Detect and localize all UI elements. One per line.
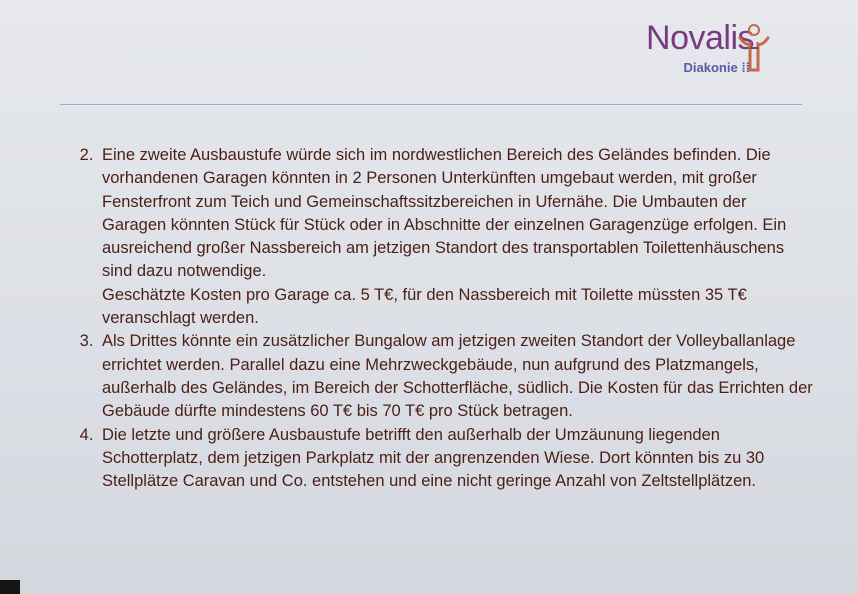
item-text: 2. Eine zweite Ausbaustufe würde sich im nordwestlichen Bereich des Geländes befinden. Die vorhandenen Garagen könnten in 2 Personen Unterkünften umgebaut werden, mit großer Fensterfront zum Teich und Gemeinschaftssitzbereichen in Ufernähe. Die Umbauten der Garagen könnten Stück für Stück oder in Abschnitte der einzelnen Garagenzüge erfolgen. Ein ausreichend großer Nassbereich am jetzigen Standort des transportablen Toilettenhäuschens sind dazu notwendige. [102,146,787,281]
item-text: Geschätzte Kosten pro Garage ca. 5 T€, für den Nassbereich mit Toilette müssten 35 T€ veranschlagt werden. [102,285,747,328]
list-item [98,424,814,494]
header-divider [60,104,802,105]
diakonie-mark-icon: ⁞⁞ [741,60,750,75]
logo-name: Novalis [646,19,754,57]
list-item [98,144,814,330]
person-figure-icon [736,22,772,76]
list-item [98,330,814,423]
item-text: 4. Die letzte und größere Ausbaustufe betrifft den außerhalb der Umzäunung liegenden Schotterplatz, dem jetzigen Parkplatz mit der angrenzenden Wiese. Dort könnten bis zu 30 Stellplätze Caravan und Co. entstehen und eine nicht geringe Anzahl von Zeltstellplätzen. [102,425,765,491]
screen-edge [0,580,20,594]
item-text: 3. Als Drittes könnte ein zusätzlicher Bungalow am jetzigen zweiten Standort der Volleyballanlage errichtet werden. Parallel dazu eine Mehrzweckgebäude, nun aufgrund des Platzmangels, außerhalb des Geländes, im Bereich der Schotterfläche, südlich. Die Kosten für das Errichten der Gebäude dürfte mindestens 60 T€ bis 70 T€ pro Stück betragen. [102,332,813,421]
slide-content [74,144,814,493]
logo-subtitle: Diakonie ⁞⁞ [683,60,750,75]
novalis-logo [646,18,794,75]
measure-list [74,144,814,493]
